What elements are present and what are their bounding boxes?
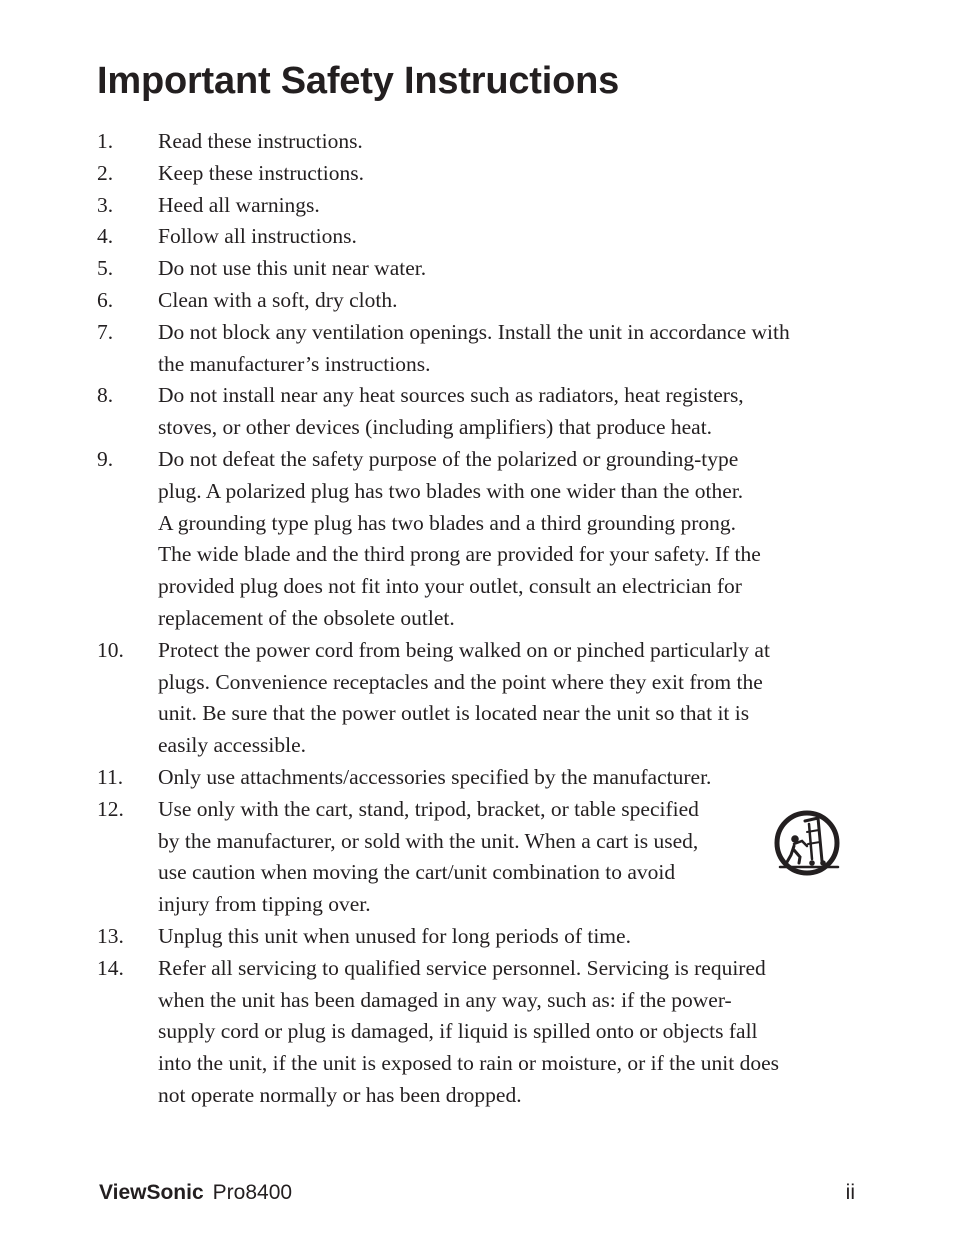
safety-instruction-list — [97, 126, 857, 1112]
list-item — [97, 126, 857, 158]
list-item — [97, 285, 857, 317]
list-item-text: Do not defeat the safety purpose of the polarized or grounding-type plug. A polarized plug has two blades with one wider than the other. A grounding type plug has two blades and a third grounding prong. The wide blade and the third prong are provided for your safety. If the provided plug does not fit into your outlet, consult an electrician for replacement of the obsolete outlet. — [158, 446, 761, 630]
list-item-number: 13. — [97, 923, 124, 948]
list-item-text: Use only with the cart, stand, tripod, bracket, or table specified by the manufacturer, or sold with the unit. When a cart is used, use caution when moving the cart/unit combination to avoid injury from tipping over. — [158, 796, 699, 917]
cart-tip-over-warning-icon — [774, 808, 842, 878]
list-item-number: 14. — [97, 955, 124, 980]
list-item-number: 10. — [97, 637, 124, 662]
list-item-text: Unplug this unit when unused for long periods of time. — [158, 923, 631, 948]
list-item-number: 12. — [97, 796, 124, 821]
list-item — [97, 762, 857, 794]
list-item — [97, 635, 857, 762]
list-item — [97, 317, 857, 381]
list-item — [97, 158, 857, 190]
list-item-number: 2. — [97, 160, 114, 185]
list-item-text: Protect the power cord from being walked on or pinched particularly at plugs. Convenience receptacles and the point where they exit from the unit. Be sure that the power outlet is located near the unit so that it is easily accessible. — [158, 637, 770, 758]
list-item-number: 11. — [97, 764, 124, 789]
list-item — [97, 921, 857, 953]
list-item-number: 6. — [97, 287, 114, 312]
list-item-text: Refer all servicing to qualified service personnel. Servicing is required when the unit has been damaged in any way, such as: if the power- supply cord or plug is damaged, if liquid is spilled onto or objects fall into the unit, if the unit is exposed to rain or moisture, or if the unit does not operate normally or has been dropped. — [158, 955, 780, 1107]
page-footer — [99, 1179, 855, 1207]
list-item-number: 1. — [97, 129, 114, 153]
list-item-text: Do not block any ventilation openings. Install the unit in accordance with the manufacturer’s instructions. — [158, 319, 790, 376]
list-item-text: Do not use this unit near water. — [158, 256, 427, 281]
list-item-text: Read these instructions. — [158, 129, 363, 153]
page-title: Important Safety Instructions — [97, 60, 620, 102]
list-item — [97, 953, 857, 1112]
list-item-text: Heed all warnings. — [158, 192, 320, 217]
list-item-number: 5. — [97, 256, 114, 281]
footer-model: Pro8400 — [212, 1181, 293, 1204]
list-item — [97, 190, 857, 222]
footer-brand: ViewSonic — [99, 1181, 204, 1204]
list-item — [97, 444, 857, 635]
list-item — [97, 221, 857, 253]
list-item-number: 8. — [97, 383, 114, 408]
list-item-text: Only use attachments/accessories specified by the manufacturer. — [158, 764, 712, 789]
list-item-number: 4. — [97, 224, 114, 249]
list-item-number: 3. — [97, 192, 114, 217]
list-item-number: 9. — [97, 446, 114, 471]
list-item-text: Clean with a soft, dry cloth. — [158, 287, 398, 312]
list-item-text: Follow all instructions. — [158, 224, 357, 249]
page-number: ii — [845, 1181, 855, 1204]
list-item — [97, 380, 857, 444]
list-item-number: 7. — [97, 319, 114, 344]
list-item — [97, 794, 857, 921]
list-item-text: Keep these instructions. — [158, 160, 364, 185]
list-item-text: Do not install near any heat sources such as radiators, heat registers, stoves, or other devices (including amplifiers) that produce heat. — [158, 383, 744, 440]
list-item — [97, 253, 857, 285]
